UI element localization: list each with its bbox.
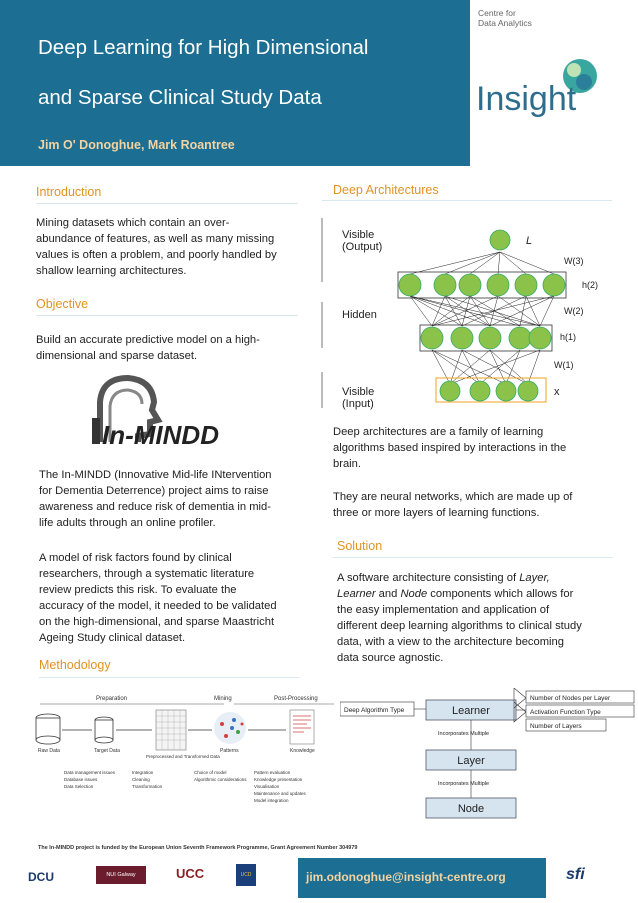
input-label: x: [554, 386, 560, 398]
node-box: Node: [457, 803, 485, 815]
hidden1-node: [421, 327, 443, 349]
weight-label: W(2): [564, 306, 584, 316]
input-node: [470, 381, 490, 401]
num-layers-label: Number of Layers: [530, 723, 582, 730]
loss-label: L: [526, 235, 533, 247]
learner-box: Learner: [452, 705, 490, 717]
inmindd-paragraph-1: The In-MINDD (Innovative Mid-life INtervention for Dementia Deterrence) project aims to raise awareness and reduce risk of dementia in mid- life adults through an online profiler.: [39, 469, 272, 529]
divider: [36, 315, 298, 316]
hidden1-node: [451, 327, 473, 349]
knowledge-doc-icon: [290, 710, 314, 744]
solution-text: A software architecture consisting of Layer, Learner and Node components which allows for the easy implementation and application of different deep learning algorithms to clinical study data, with a view to the architecture becoming data source agnostic.: [337, 572, 582, 664]
data-label: Patterns: [220, 748, 239, 754]
dcu-logo: DCU: [28, 870, 54, 884]
bullet-item: Cleaning: [132, 777, 150, 782]
data-label: Knowledge: [290, 748, 315, 754]
layer-label: Visible: [342, 229, 375, 241]
bullet-item: Data management issues: [64, 770, 116, 775]
objective-heading: Objective: [36, 297, 89, 311]
inmindd-paragraph-2: A model of risk factors found by clinical researchers, through a systematic literature review predicts this risk. To evaluate the accuracy of the model, it needed to be validated on the high-dimensional, and sparse Maastricht Ageing Study clinical dataset.: [39, 552, 277, 644]
divider: [39, 677, 299, 678]
patterns-scatter-icon: [214, 712, 246, 744]
hidden1-node: [509, 327, 531, 349]
deep-architectures-heading: Deep Architectures: [333, 183, 439, 197]
title-line-1: Deep Learning for High Dimensional: [38, 36, 369, 59]
stage-label: Mining: [214, 696, 232, 702]
divider: [322, 200, 612, 201]
bullet-item: Pattern evaluation: [254, 770, 291, 775]
layer-label: Hidden: [342, 309, 377, 321]
solution-heading: Solution: [337, 539, 383, 553]
target-data-icon: [95, 717, 113, 743]
divider: [333, 557, 613, 558]
hidden2-node: [487, 274, 509, 296]
hidden1-node: [529, 327, 551, 349]
num-nodes-label: Number of Nodes per Layer: [530, 695, 611, 702]
bullet-item: Algorithmic considerations: [194, 777, 247, 782]
sfi-logo: sfi: [566, 866, 585, 883]
deep-arch-text-2: They are neural networks, which are made up of three or more layers of learning functions.: [333, 491, 573, 519]
funding-statement: The In-MINDD project is funded by the European Union Seventh Framework Programme, Grant Agreement Number 304979: [38, 845, 358, 851]
introduction-heading: Introduction: [36, 185, 102, 199]
hidden2-node: [543, 274, 565, 296]
bullet-item: Database issues: [64, 777, 98, 782]
weight-label: W(1): [554, 360, 574, 370]
data-label: Raw Data: [38, 748, 60, 754]
insight-logo-panel: [470, 0, 638, 166]
bullet-item: Data Selection: [64, 784, 94, 789]
stage-label: Preparation: [96, 696, 128, 702]
title-line-2: and Sparse Clinical Study Data: [38, 86, 322, 109]
nui-galway-logo: NUI Galway: [96, 866, 146, 884]
stage-label: Post-Processing: [274, 696, 318, 702]
logo-caption: Centre for Data Analytics: [478, 8, 532, 28]
introduction-text: Mining datasets which contain an over- abundance of features, as well as many missing values is often a problem, and poorly handled by shallow learning architectures.: [36, 217, 277, 277]
bullet-item: Knowledge presentation: [254, 777, 303, 782]
software-architecture-diagram: [340, 688, 638, 828]
input-node: [518, 381, 538, 401]
neural-network-diagram: [318, 212, 618, 412]
bullet-item: Maintenance and updates: [254, 791, 306, 796]
relationship-label: Incorporates Multiple: [438, 781, 490, 787]
deep-arch-text-1: Deep architectures are a family of learning algorithms based inspired by interactions in the brain.: [333, 426, 567, 470]
bullet-item: Integration: [132, 770, 154, 775]
layer-label: (Input): [342, 398, 374, 410]
data-label: Target Data: [94, 748, 120, 754]
inmindd-logo-text: In-MINDD: [102, 420, 219, 450]
bullet-item: Model integration: [254, 798, 289, 803]
data-label: Preprocessed and Transformed Data: [146, 754, 220, 759]
kdd-process-diagram: [34, 692, 340, 840]
insight-logo-text: Insight: [476, 80, 577, 118]
ucc-logo: UCC: [176, 866, 205, 881]
output-node: [490, 230, 510, 250]
input-node: [440, 381, 460, 401]
contact-email[interactable]: jim.odonoghue@insight-centre.org: [306, 870, 506, 884]
ucd-logo: UCD: [236, 864, 256, 886]
layer-label: Visible: [342, 386, 375, 398]
activation-function-label: Activation Function Type: [530, 709, 601, 716]
hidden2-node: [399, 274, 421, 296]
hidden-label: h(1): [560, 332, 577, 342]
objective-text: Build an accurate predictive model on a high- dimensional and sparse dataset.: [36, 334, 260, 362]
layer-box: Layer: [457, 755, 485, 767]
weight-label: W(3): [564, 256, 584, 266]
layer-label: (Output): [342, 241, 383, 253]
preprocessed-table-icon: [156, 710, 186, 750]
relationship-label: Incorporates Multiple: [438, 731, 490, 737]
inmindd-logo: [80, 372, 250, 452]
divider: [36, 203, 298, 204]
bullet-item: Transformation: [132, 784, 163, 789]
methodology-heading: Methodology: [39, 658, 111, 672]
hidden2-node: [515, 274, 537, 296]
hidden2-node: [459, 274, 481, 296]
bullet-item: Visualisation: [254, 784, 280, 789]
hidden2-node: [434, 274, 456, 296]
bullet-item: Choice of model: [194, 770, 227, 775]
authors: Jim O' Donoghue, Mark Roantree: [38, 138, 235, 152]
deep-algorithm-type-label: Deep Algorithm Type: [344, 707, 405, 714]
raw-data-icon: [36, 714, 60, 744]
hidden1-node: [479, 327, 501, 349]
hidden-label: h(2): [582, 280, 599, 290]
input-node: [496, 381, 516, 401]
